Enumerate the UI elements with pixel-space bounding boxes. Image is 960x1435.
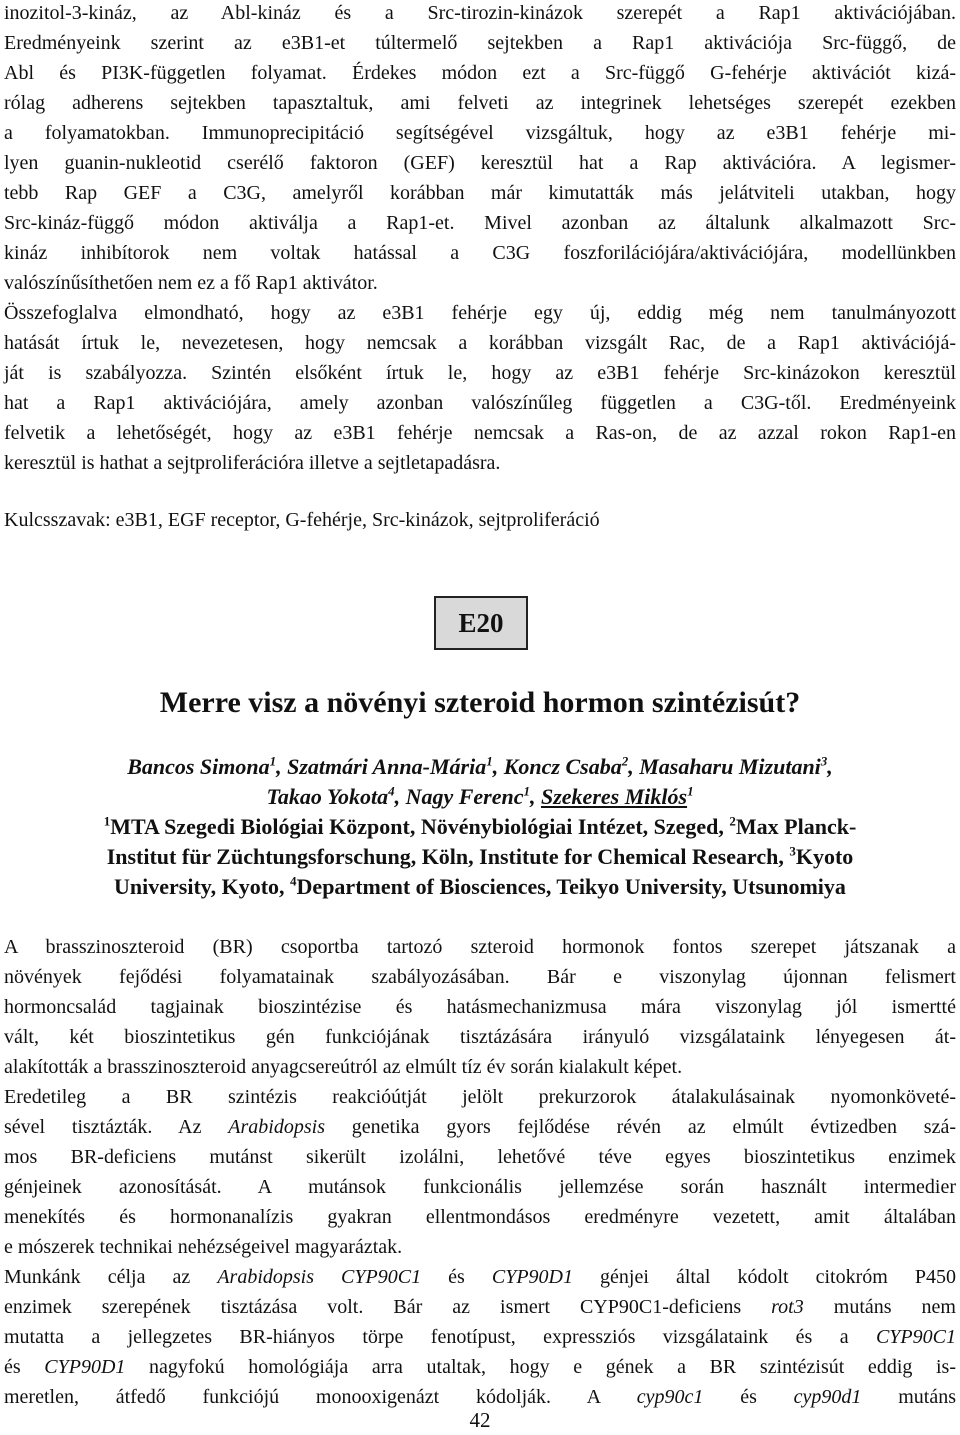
text-line: [4, 1112, 956, 1142]
text-line: ját is szabályozza. Szintén elsőként írtuk le, hogy az e3B1 fehérje Src-kinázokon keresztül: [4, 362, 956, 384]
text-line: a folyamatokban. Immunoprecipitáció segítségével vizsgáltuk, hogy az e3B1 fehérje mi-: [4, 122, 956, 144]
text-line: [4, 1322, 956, 1352]
text-line: hatását írtuk le, nevezetesen, hogy nemcsak a korábban vizsgált Rac, de a Rap1 aktivációjá-: [4, 332, 956, 354]
text-span: Munkánk célja az: [4, 1266, 218, 1288]
italic-term: rot3: [771, 1296, 804, 1318]
text-line: valószínűsíthetően nem ez a fő Rap1 aktivátor.: [4, 272, 378, 294]
text-line: Src-kináz-függő módon aktiválja a Rap1-et. Mivel azonban az általunk alkalmazott Src-: [4, 212, 956, 234]
separator: ,: [530, 784, 541, 809]
abstract-code-box: [434, 596, 528, 650]
text-span: sével tisztázták. Az: [4, 1116, 229, 1138]
italic-term: CYP90D1: [491, 1266, 573, 1288]
author-name: , Nagy Ferenc: [394, 784, 524, 809]
author-name: Takao Yokota: [266, 784, 389, 809]
text-span: génjei által kódolt citokróm P450: [573, 1266, 957, 1288]
text-span: mutáns: [861, 1386, 956, 1408]
affiliation-marker: 4: [290, 873, 297, 889]
affiliation-text: MTA Szegedi Biológiai Központ, Növénybiológiai Intézet, Szeged,: [110, 814, 730, 839]
text-line: [4, 1352, 956, 1382]
author-name: , Koncz Csaba: [492, 754, 622, 779]
affiliation-text: Institut für Züchtungsforschung, Köln, Institute for Chemical Research,: [106, 844, 790, 869]
text-line: A brasszinoszteroid (BR) csoportba tartozó szteroid hormonok fontos szerepet játszanak a: [4, 936, 956, 958]
text-line: hat a Rap1 aktivációjára, amely azonban valószínűleg független a C3G-től. Eredményeink: [4, 392, 956, 414]
author-list: [4, 752, 956, 812]
italic-term: cyp90d1: [793, 1386, 862, 1408]
text-line: Abl és PI3K-független folyamat. Érdekes módon ezt a Src-függő G-fehérje aktivációt kizá-: [4, 62, 956, 84]
text-line: felvetik a lehetőségét, hogy az e3B1 fehérje nemcsak a Ras-on, de az azzal rokon Rap1-en: [4, 422, 956, 444]
text-line: [4, 1292, 956, 1322]
italic-term: Arabidopsis CYP90C1: [217, 1266, 422, 1288]
affiliation-list: [4, 812, 956, 902]
text-span: és: [4, 1356, 45, 1378]
text-line: inozitol-3-kináz, az Abl-kináz és a Src-tirozin-kinázok szerepét a Rap1 aktivációjában.: [4, 2, 956, 24]
affiliation-text: University, Kyoto,: [114, 874, 291, 899]
paragraph-continuation: [4, 0, 956, 298]
text-span: mutáns nem: [803, 1296, 956, 1318]
affiliation-marker: 1: [687, 783, 694, 799]
text-line: keresztül is hathat a sejtproliferációra illetve a sejtletapadásra.: [4, 452, 501, 474]
article-title: Merre visz a növényi szteroid hormon szintézisút?: [159, 686, 801, 719]
author-name: , Masaharu Mizutani: [628, 754, 821, 779]
affiliation-marker: 3: [820, 753, 828, 769]
affiliation-text: Department of Biosciences, Teikyo University, Utsunomiya: [296, 874, 846, 899]
italic-term: Arabidopsis: [228, 1116, 325, 1138]
text-line: vált, két bioszintetikus gén funkciójának tisztázására irányuló vizsgálataink lényegesen át-: [4, 1026, 956, 1048]
presenting-author-name: Szekeres Miklós: [541, 784, 688, 809]
affiliation-marker: 1: [103, 813, 111, 829]
text-line: e mószerek technikai nehézségeivel magyaráztak.: [4, 1236, 403, 1258]
affiliation-line-2: [4, 842, 956, 872]
affiliation-marker: 1: [269, 753, 277, 769]
text-line: rólag adherens sejtekben tapasztaltuk, ami felveti az integrinek lehetséges szerepét ezekben: [4, 92, 956, 114]
text-line: Eredményeink szerint az e3B1-et túltermelő sejtekben a Rap1 aktivációja Src-függő, de: [4, 32, 956, 54]
affiliation-marker: 1: [523, 783, 530, 799]
text-span: enzimek szerepének tisztázása volt. Bár az ismert CYP90C1-deficiens: [4, 1296, 772, 1318]
affiliation-line-1: [4, 812, 956, 842]
text-span: genetika gyors fejlődése révén az elmúlt évtizedben szá-: [324, 1116, 957, 1138]
text-line: növények fejődési folyamatainak szabályozásában. Bár e viszonylag újonnan felismert: [4, 966, 956, 988]
author-line-2: [4, 782, 956, 812]
text-line: lyen guanin-nukleotid cserélő faktoron (GEF) keresztül hat a Rap aktivációra. A legismer-: [4, 152, 956, 174]
text-line: menekítés és hormonanalízis gyakran ellentmondásos eredményre vezetett, amit általában: [4, 1206, 956, 1228]
text-line: Összefoglalva elmondható, hogy az e3B1 fehérje egy új, eddig még nem tanulmányozott: [4, 302, 956, 324]
affiliation-marker: 3: [789, 843, 796, 859]
italic-term: CYP90C1: [875, 1326, 956, 1348]
text-line: Eredetileg a BR szintézis reakcióútját jelölt prekurzorok átalakulásainak nyomonköveté-: [4, 1086, 956, 1108]
italic-term: cyp90c1: [636, 1386, 704, 1408]
text-line: tebb Rap GEF a C3G, amelyről korábban már kimutatták más jelátviteli utakban, hogy: [4, 182, 956, 204]
separator: ,: [827, 754, 833, 779]
author-name: , Szatmári Anna-Mária: [276, 754, 487, 779]
italic-term: CYP90D1: [44, 1356, 126, 1378]
affiliation-marker: 2: [729, 813, 736, 829]
abstract-code: E20: [458, 607, 504, 638]
affiliation-marker: 1: [486, 753, 493, 769]
page-number: 42: [469, 1408, 491, 1432]
paragraph-summary: [4, 298, 956, 478]
text-line: génjeinek azonosítását. A mutánsok funkcionális jellemzése során használt intermedier: [4, 1176, 956, 1198]
abstract-paragraph-2: [4, 1082, 956, 1262]
text-line: hormoncsalád tagjainak bioszintézise és hatásmechanizmusa mára viszonylag jól ismertté: [4, 996, 956, 1018]
text-span: nagyfokú homológiája arra utaltak, hogy e gének a BR szintézisút eddig is-: [125, 1356, 956, 1378]
affiliation-marker: 2: [621, 753, 629, 769]
text-span: és: [421, 1266, 492, 1288]
text-line: alakították a brasszinoszteroid anyagcsereútról az elmúlt tíz év során kialakult képet.: [4, 1056, 683, 1078]
text-span: meretlen, átfedő funkciójú monooxigenázt kódolják. A: [4, 1386, 637, 1408]
text-span: és: [703, 1386, 794, 1408]
text-span: mutatta a jellegzetes BR-hiányos törpe fenotípust, expressziós vizsgálataink és a: [4, 1326, 876, 1348]
author-name: Bancos Simona: [127, 754, 270, 779]
abstract-paragraph-3: [4, 1262, 956, 1412]
text-line: [4, 1262, 956, 1292]
text-line: mos BR-deficiens mutánst sikerült izolálni, lehetővé téve egyes bioszintetikus enzimek: [4, 1146, 956, 1168]
text-line: kináz inhibítorok nem voltak hatással a C3G foszforilációjára/aktivációjára, modellünkben: [4, 242, 956, 264]
affiliation-marker: 4: [388, 783, 395, 799]
affiliation-line-3: [4, 872, 956, 902]
keywords-line: Kulcsszavak: e3B1, EGF receptor, G-fehérje, Src-kinázok, sejtproliferáció: [4, 509, 600, 531]
author-line-1: [4, 752, 956, 782]
affiliation-text: Max Planck-: [735, 814, 857, 839]
abstract-paragraph-1: [4, 932, 956, 1082]
affiliation-text: Kyoto: [795, 844, 854, 869]
